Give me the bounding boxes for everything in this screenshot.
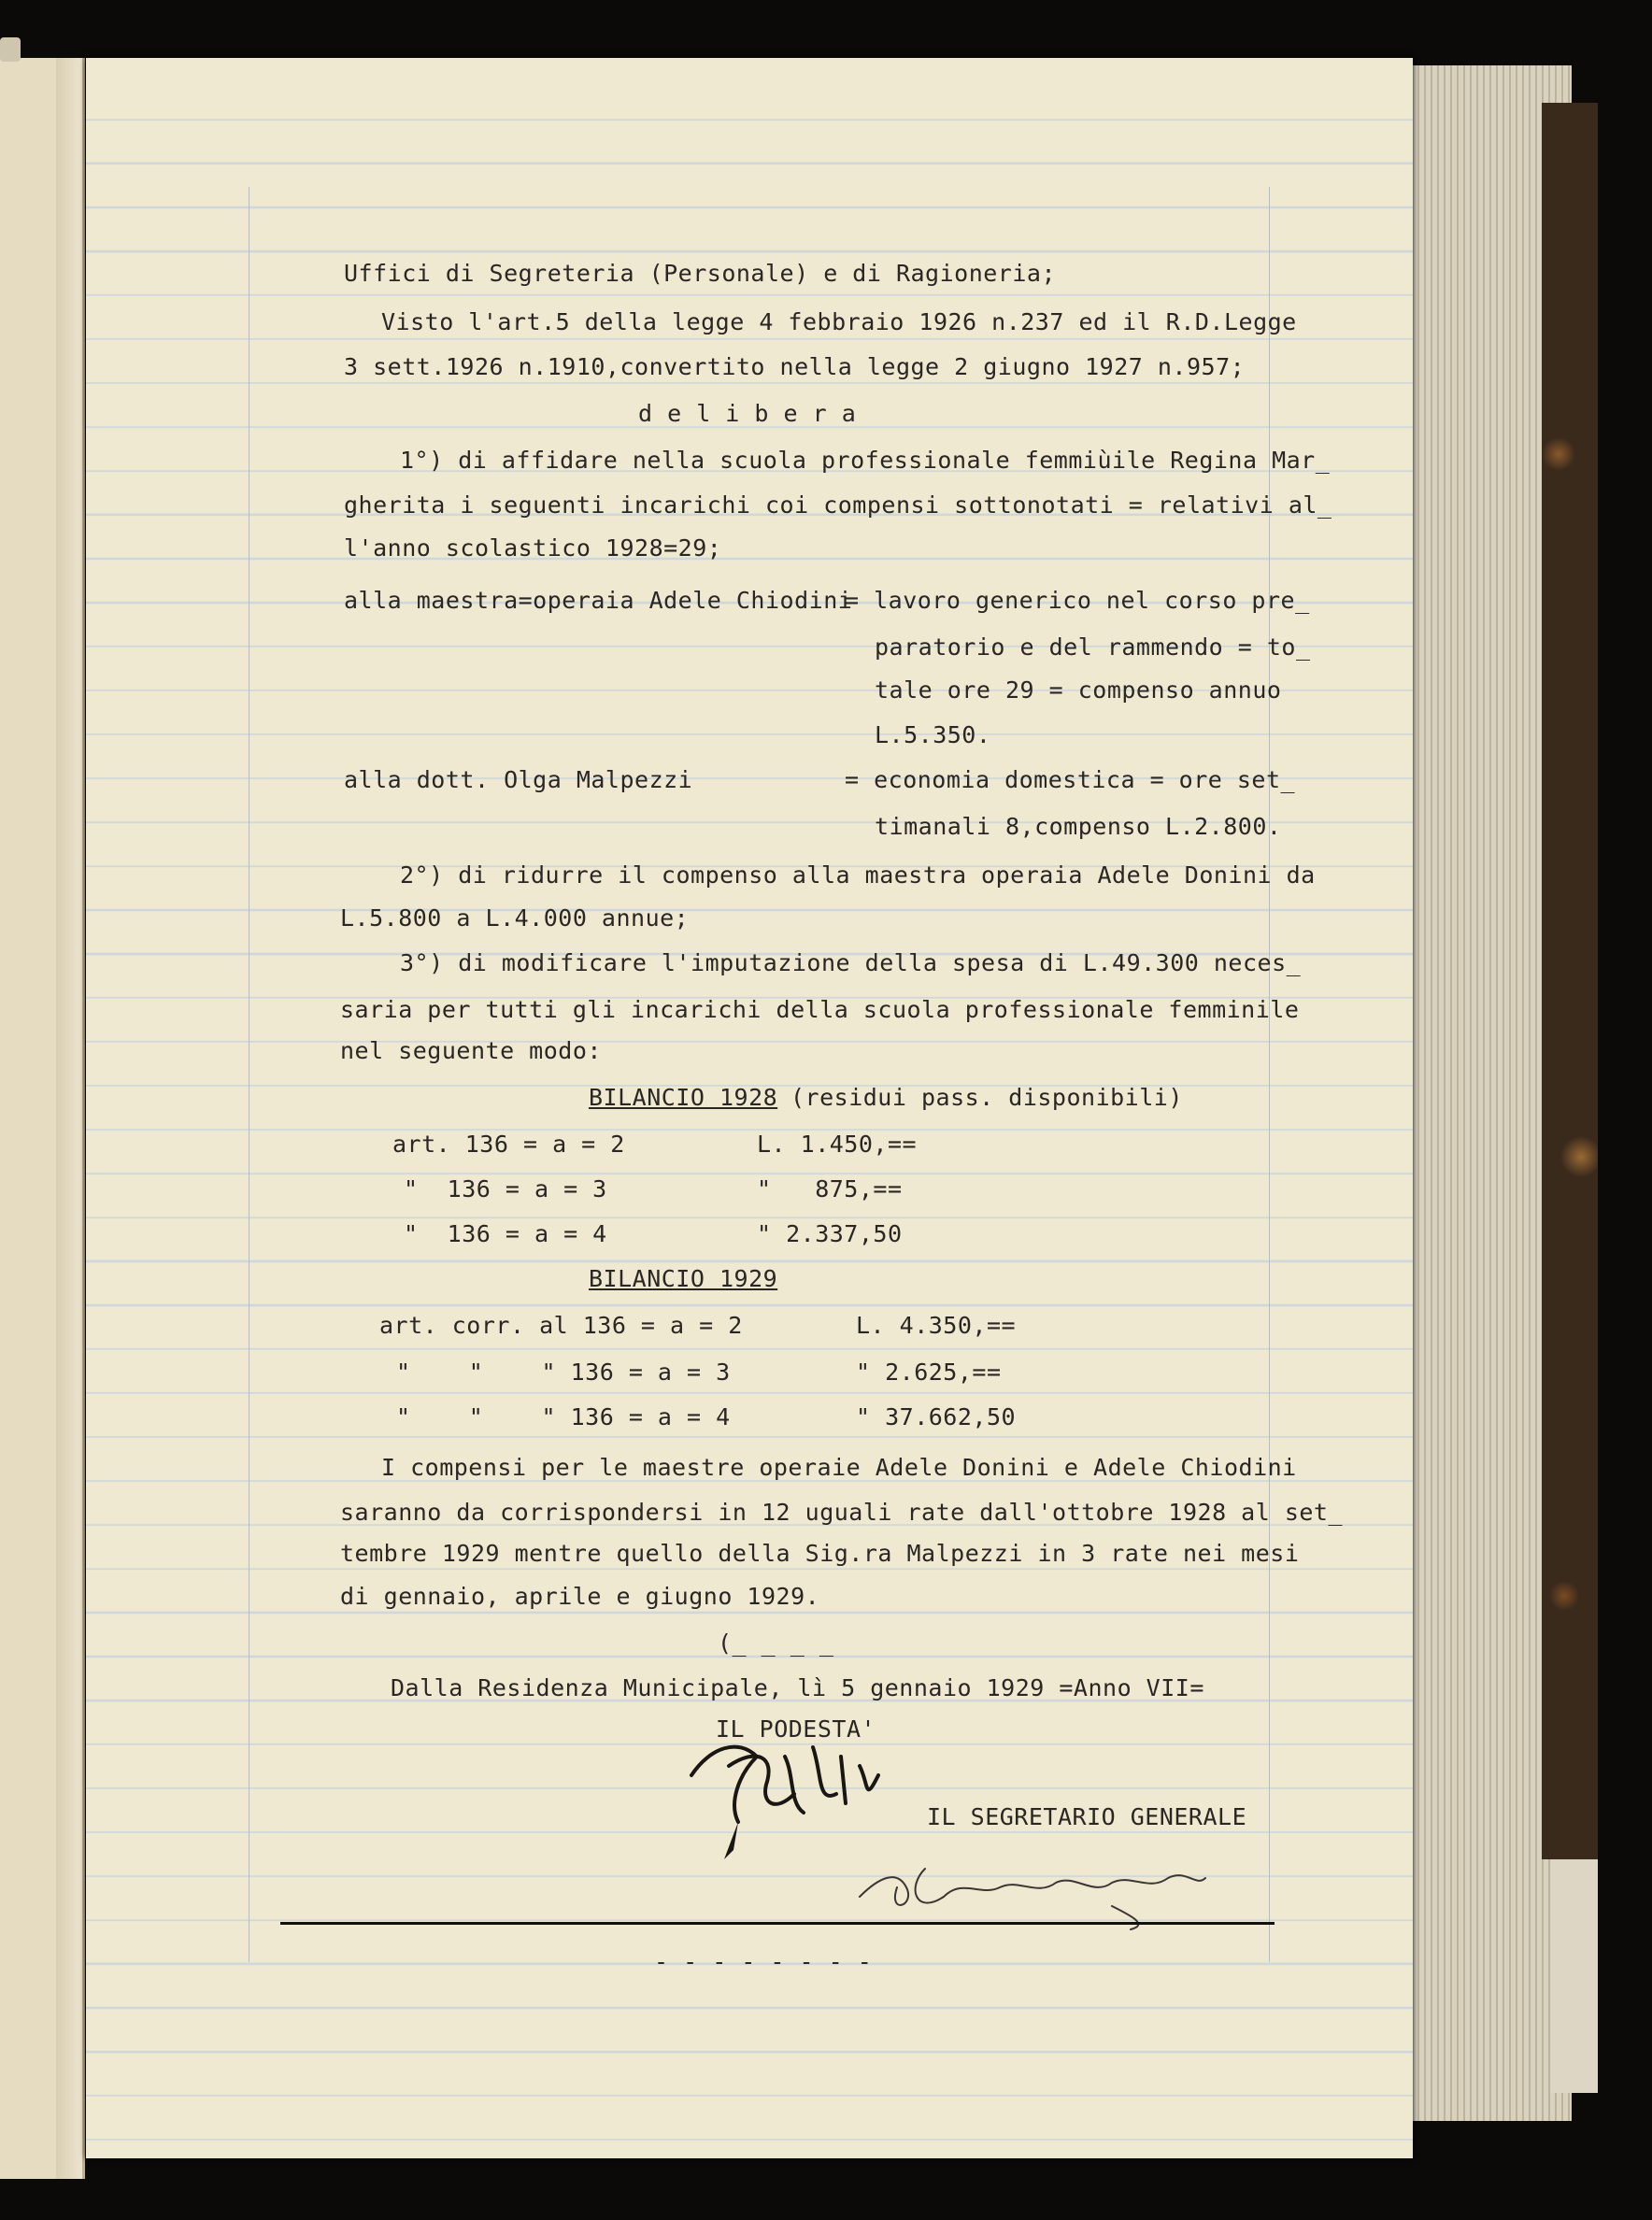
- end-dashes: - - - - - - - -: [654, 1948, 873, 1975]
- segretario-title: IL SEGRETARIO GENERALE: [927, 1803, 1247, 1830]
- point-3-line-2: saria per tutti gli incarichi della scuola professionale femminile: [340, 996, 1300, 1023]
- chiodini-line-1: = lavoro generico nel corso pre_: [845, 587, 1310, 614]
- point-1-line-2: gherita i seguenti incarichi coi compensi sottonotati = relativi al_: [344, 491, 1332, 519]
- residenza-line: Dalla Residenza Municipale, lì 5 gennaio 1929 =Anno VII=: [391, 1674, 1204, 1701]
- bilancio-1929-title: BILANCIO 1929: [589, 1265, 778, 1292]
- point-3-line-1: 3°) di modificare l'imputazione della spesa di L.49.300 neces_: [400, 949, 1302, 976]
- bilancio-1928-note: (residui pass. disponibili): [790, 1084, 1183, 1111]
- visto-line-2: 3 sett.1926 n.1910,convertito nella legge 2 giugno 1927 n.957;: [344, 353, 1246, 380]
- bilancio-1929-row-amount: " 2.625,==: [856, 1359, 1002, 1386]
- delibera-heading: d e l i b e r a: [638, 400, 857, 427]
- bilancio-1928-title: BILANCIO 1928: [589, 1084, 778, 1111]
- bilancio-1929-row-amount: " 37.662,50: [856, 1403, 1017, 1430]
- compensi-line-2: saranno da corrispondersi in 12 uguali rate dall'ottobre 1928 al set_: [340, 1499, 1344, 1526]
- visto-line-1: Visto l'art.5 della legge 4 febbraio 1926 n.237 ed il R.D.Legge: [381, 308, 1297, 335]
- point-3-line-3: nel seguente modo:: [340, 1037, 602, 1064]
- compensi-line-3: tembre 1929 mentre quello della Sig.ra Malpezzi in 3 rate nei mesi: [340, 1540, 1300, 1567]
- point-1-line-1: 1°) di affidare nella scuola professionale femmiùile Regina Mar_: [400, 447, 1331, 474]
- compensi-line-4: di gennaio, aprile e giugno 1929.: [340, 1583, 820, 1610]
- malpezzi-label: alla dott. Olga Malpezzi: [344, 766, 693, 793]
- point-2-line-1: 2°) di ridurre il compenso alla maestra operaia Adele Donini da: [400, 861, 1316, 889]
- bilancio-1928-row-art: " 136 = a = 3: [404, 1175, 607, 1202]
- point-2-line-2: L.5.800 a L.4.000 annue;: [340, 904, 690, 932]
- bilancio-1929-row-amount: L. 4.350,==: [856, 1312, 1017, 1339]
- chiodini-label: alla maestra=operaia Adele Chiodini: [344, 587, 853, 614]
- compensi-line-1: I compensi per le maestre operaie Adele Donini e Adele Chiodini: [381, 1454, 1297, 1481]
- segretario-signature: [850, 1831, 1224, 1934]
- bilancio-1928-row-amount: L. 1.450,==: [757, 1131, 918, 1158]
- bilancio-1929-row-art: art. corr. al 136 = a = 2: [379, 1312, 743, 1339]
- chiodini-line-4: L.5.350.: [875, 721, 991, 748]
- bilancio-1928-row-art: " 136 = a = 4: [404, 1220, 607, 1247]
- bilancio-1928-row-amount: " 2.337,50: [757, 1220, 903, 1247]
- heading-line: Uffici di Segreteria (Personale) e di Ragioneria;: [344, 260, 1057, 287]
- point-1-line-3: l'anno scolastico 1928=29;: [344, 534, 722, 562]
- malpezzi-line-2: timanali 8,compenso L.2.800.: [875, 813, 1282, 840]
- bilancio-1929-row-art: " " " 136 = a = 3: [396, 1359, 731, 1386]
- bilancio-1928-row-art: art. 136 = a = 2: [392, 1131, 625, 1158]
- chiodini-line-2: paratorio e del rammendo = to_: [875, 633, 1311, 661]
- malpezzi-line-1: = economia domestica = ore set_: [845, 766, 1296, 793]
- chiodini-line-3: tale ore 29 = compenso annuo: [875, 676, 1282, 704]
- bilancio-1928-row-amount: " 875,==: [757, 1175, 903, 1202]
- section-marker: (_ _ _ _: [718, 1629, 834, 1657]
- closing-rule: [280, 1922, 1275, 1925]
- podesta-title: IL PODESTA': [716, 1715, 876, 1743]
- bilancio-1929-row-art: " " " 136 = a = 4: [396, 1403, 731, 1430]
